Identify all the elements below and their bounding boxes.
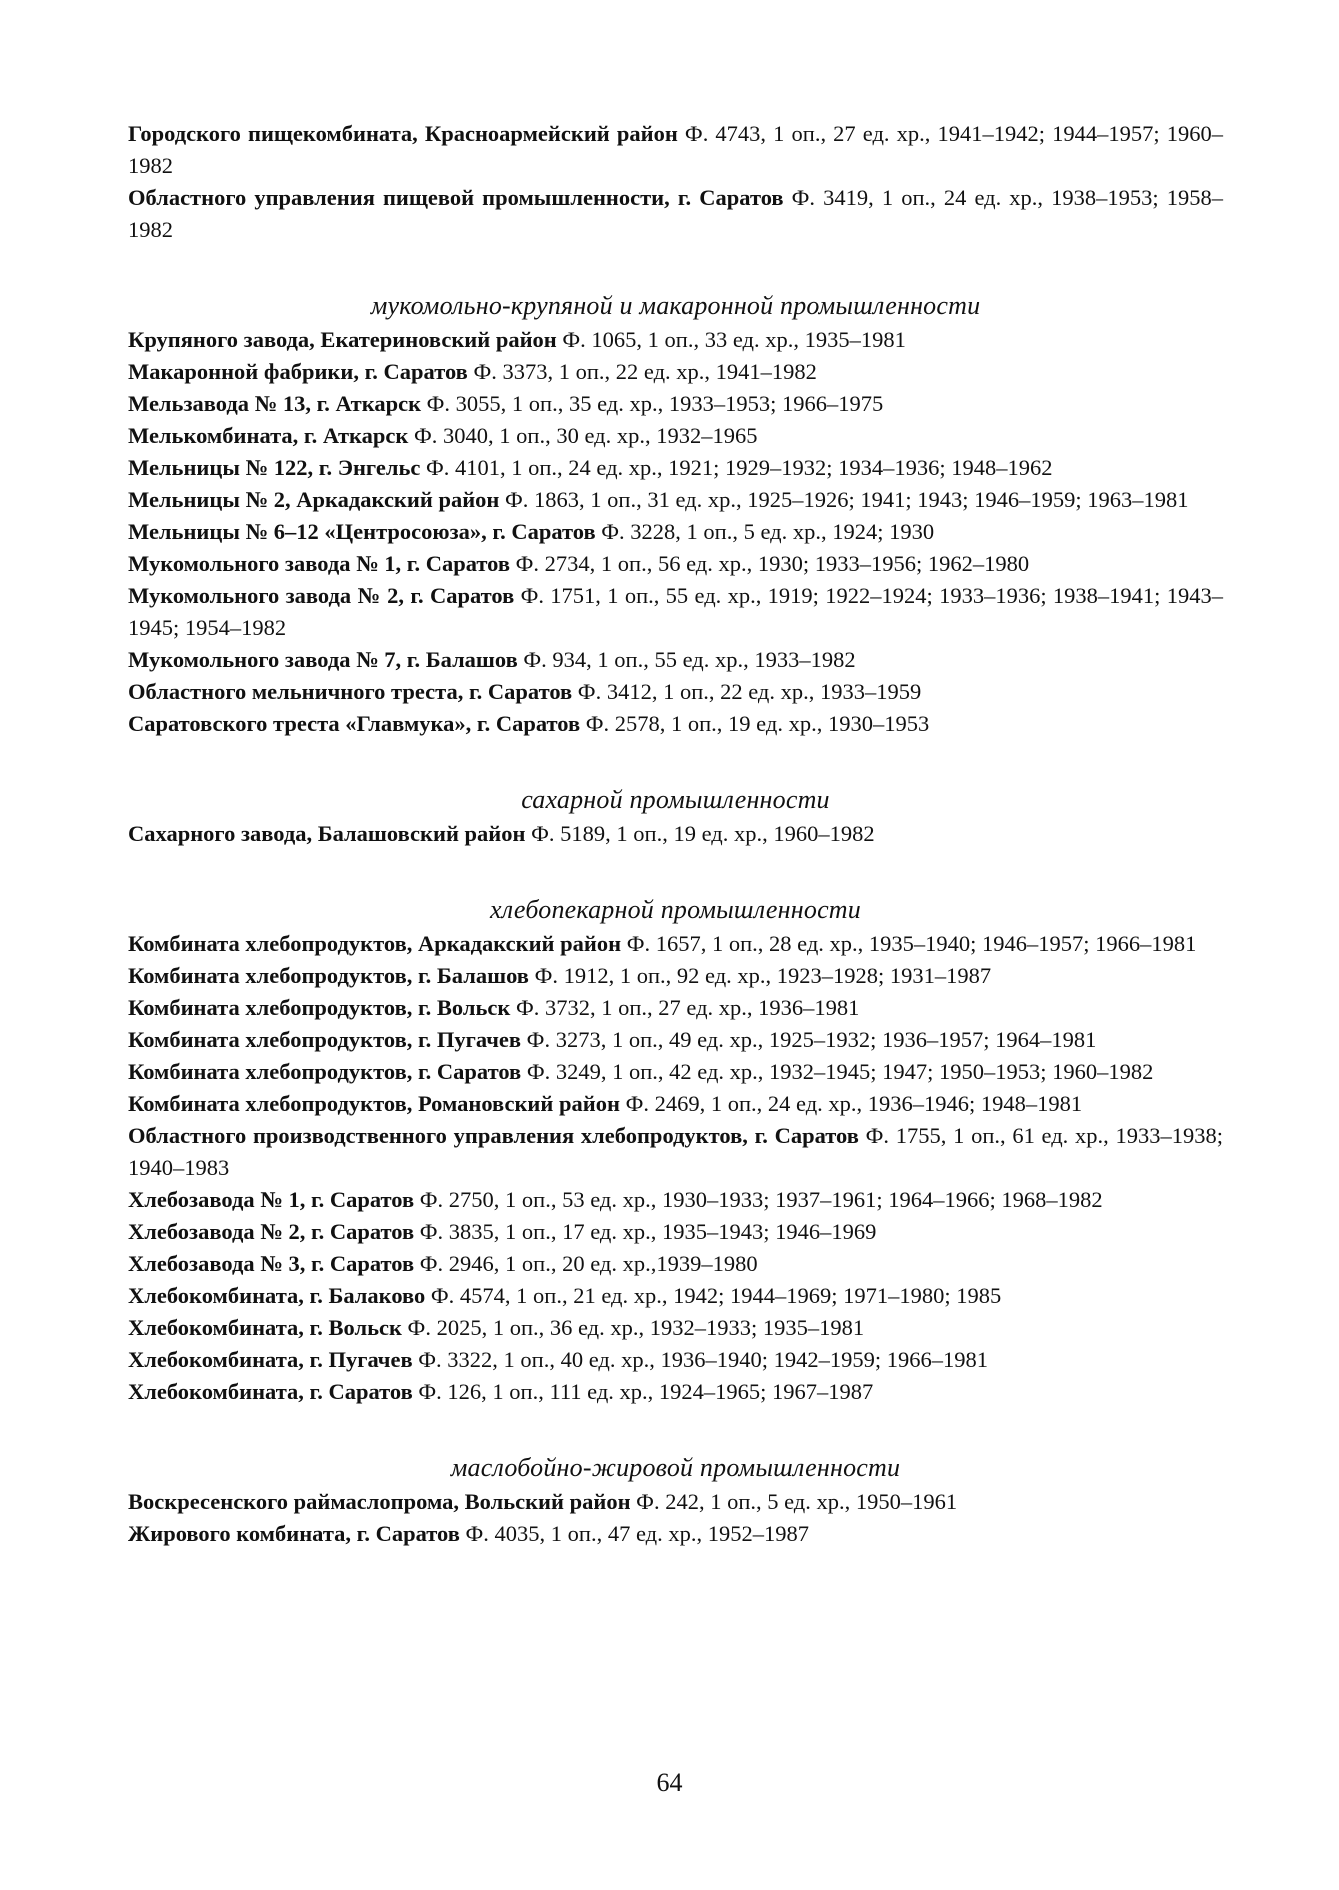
entry-fund-details: Ф. 4035, 1 оп., 47 ед. хр., 1952–1987 bbox=[465, 1521, 809, 1546]
archive-entry bbox=[128, 928, 1223, 960]
archive-entry bbox=[128, 484, 1223, 516]
entry-organization: Саратовского треста «Главмука», г. Саратов bbox=[128, 711, 581, 736]
entry-organization: Мельницы № 2, Аркадакский район bbox=[128, 487, 500, 512]
section-heading: хлебопекарной промышленности bbox=[490, 895, 861, 924]
entry-organization: Хлебозавода № 3, г. Саратов bbox=[128, 1251, 415, 1276]
entry-fund-details: Ф. 934, 1 оп., 55 ед. хр., 1933–1982 bbox=[523, 647, 856, 672]
entry-fund-details: Ф. 3419, 1 оп., 24 ед. хр., 1938–1953; 1958–1982 bbox=[128, 185, 1223, 242]
section-heading: маслобойно-жировой промышленности bbox=[450, 1453, 901, 1482]
archive-entry bbox=[128, 548, 1223, 580]
entry-fund-details: Ф. 2025, 1 оп., 36 ед. хр., 1932–1933; 1935–1981 bbox=[407, 1315, 865, 1340]
entry-fund-details: Ф. 2734, 1 оп., 56 ед. хр., 1930; 1933–1956; 1962–1980 bbox=[515, 551, 1030, 576]
section-heading: сахарной промышленности bbox=[521, 785, 830, 814]
entry-organization: Мельзавода № 13, г. Аткарск bbox=[128, 391, 422, 416]
document-page bbox=[128, 118, 1223, 1594]
entry-organization: Хлебокомбината, г. Балаково bbox=[128, 1283, 426, 1308]
archive-entry bbox=[128, 818, 1223, 850]
archive-entry bbox=[128, 676, 1223, 708]
archive-entry bbox=[128, 992, 1223, 1024]
entry-fund-details: Ф. 242, 1 оп., 5 ед. хр., 1950–1961 bbox=[636, 1489, 958, 1514]
entry-organization: Мелькомбината, г. Аткарск bbox=[128, 423, 409, 448]
entry-fund-details: Ф. 3373, 1 оп., 22 ед. хр., 1941–1982 bbox=[473, 359, 817, 384]
entry-organization: Мельницы № 122, г. Энгельс bbox=[128, 455, 421, 480]
entry-fund-details: Ф. 2469, 1 оп., 24 ед. хр., 1936–1946; 1948–1981 bbox=[625, 1091, 1083, 1116]
entry-fund-details: Ф. 3322, 1 оп., 40 ед. хр., 1936–1940; 1942–1959; 1966–1981 bbox=[418, 1347, 988, 1372]
entry-fund-details: Ф. 3273, 1 оп., 49 ед. хр., 1925–1932; 1936–1957; 1964–1981 bbox=[526, 1027, 1097, 1052]
entry-organization: Комбината хлебопродуктов, г. Саратов bbox=[128, 1059, 522, 1084]
entry-fund-details: Ф. 5189, 1 оп., 19 ед. хр., 1960–1982 bbox=[531, 821, 875, 846]
archive-entry bbox=[128, 420, 1223, 452]
archive-entry bbox=[128, 1344, 1223, 1376]
archive-entry bbox=[128, 1024, 1223, 1056]
entry-organization: Мукомольного завода № 1, г. Саратов bbox=[128, 551, 511, 576]
archive-section bbox=[128, 1452, 1223, 1550]
archive-entry bbox=[128, 324, 1223, 356]
entry-organization: Хлебокомбината, г. Пугачев bbox=[128, 1347, 413, 1372]
entry-fund-details: Ф. 2946, 1 оп., 20 ед. хр.,1939–1980 bbox=[419, 1251, 758, 1276]
archive-entry bbox=[128, 1518, 1223, 1550]
entry-organization: Жирового комбината, г. Саратов bbox=[128, 1521, 460, 1546]
archive-entry bbox=[128, 1216, 1223, 1248]
entry-fund-details: Ф. 1912, 1 оп., 92 ед. хр., 1923–1928; 1931–1987 bbox=[534, 963, 992, 988]
sections-container bbox=[128, 118, 1223, 1550]
archive-section bbox=[128, 118, 1223, 246]
entry-fund-details: Ф. 1751, 1 оп., 55 ед. хр., 1919; 1922–1924; 1933–1936; 1938–1941; 1943–1945; 1954–1982 bbox=[128, 583, 1223, 640]
entry-fund-details: Ф. 1657, 1 оп., 28 ед. хр., 1935–1940; 1946–1957; 1966–1981 bbox=[626, 931, 1197, 956]
archive-entry bbox=[128, 182, 1223, 246]
entry-fund-details: Ф. 4743, 1 оп., 27 ед. хр., 1941–1942; 1944–1957; 1960–1982 bbox=[128, 121, 1223, 178]
entry-fund-details: Ф. 3732, 1 оп., 27 ед. хр., 1936–1981 bbox=[515, 995, 860, 1020]
entry-fund-details: Ф. 2578, 1 оп., 19 ед. хр., 1930–1953 bbox=[585, 711, 930, 736]
archive-entry bbox=[128, 1248, 1223, 1280]
entry-fund-details: Ф. 3055, 1 оп., 35 ед. хр., 1933–1953; 1966–1975 bbox=[426, 391, 884, 416]
entry-fund-details: Ф. 3249, 1 оп., 42 ед. хр., 1932–1945; 1947; 1950–1953; 1960–1982 bbox=[526, 1059, 1154, 1084]
entry-organization: Хлебозавода № 1, г. Саратов bbox=[128, 1187, 415, 1212]
entry-fund-details: Ф. 3228, 1 оп., 5 ед. хр., 1924; 1930 bbox=[601, 519, 935, 544]
entry-fund-details: Ф. 1755, 1 оп., 61 ед. хр., 1933–1938; 1940–1983 bbox=[128, 1123, 1224, 1180]
entry-organization: Городского пищекомбината, Красноармейский район bbox=[128, 121, 678, 146]
archive-entry bbox=[128, 516, 1223, 548]
archive-entry bbox=[128, 644, 1223, 676]
archive-entry bbox=[128, 1088, 1223, 1120]
entry-organization: Мукомольного завода № 2, г. Саратов bbox=[128, 583, 515, 608]
entry-organization: Воскресенского раймаслопрома, Вольский район bbox=[128, 1489, 631, 1514]
entry-organization: Комбината хлебопродуктов, г. Вольск bbox=[128, 995, 511, 1020]
entry-organization: Крупяного завода, Екатериновский район bbox=[128, 327, 557, 352]
archive-entry bbox=[128, 580, 1223, 644]
entry-organization: Мукомольного завода № 7, г. Балашов bbox=[128, 647, 518, 672]
archive-entry bbox=[128, 1056, 1223, 1088]
page-number: 64 bbox=[656, 1768, 683, 1797]
entry-organization: Хлебокомбината, г. Саратов bbox=[128, 1379, 413, 1404]
entry-fund-details: Ф. 4101, 1 оп., 24 ед. хр., 1921; 1929–1932; 1934–1936; 1948–1962 bbox=[425, 455, 1053, 480]
entry-fund-details: Ф. 1863, 1 оп., 31 ед. хр., 1925–1926; 1941; 1943; 1946–1959; 1963–1981 bbox=[505, 487, 1189, 512]
archive-entry bbox=[128, 452, 1223, 484]
section-heading: мукомольно-крупяной и макаронной промышленности bbox=[370, 291, 981, 320]
entry-fund-details: Ф. 126, 1 оп., 111 ед. хр., 1924–1965; 1967–1987 bbox=[418, 1379, 874, 1404]
entry-organization: Комбината хлебопродуктов, Аркадакский район bbox=[128, 931, 622, 956]
entry-fund-details: Ф. 4574, 1 оп., 21 ед. хр., 1942; 1944–1969; 1971–1980; 1985 bbox=[430, 1283, 1002, 1308]
archive-section bbox=[128, 894, 1223, 1408]
archive-section bbox=[128, 784, 1223, 850]
entry-fund-details: Ф. 3835, 1 оп., 17 ед. хр., 1935–1943; 1946–1969 bbox=[419, 1219, 877, 1244]
archive-entry bbox=[128, 708, 1223, 740]
entry-fund-details: Ф. 1065, 1 оп., 33 ед. хр., 1935–1981 bbox=[562, 327, 906, 352]
entry-organization: Областного мельничного треста, г. Саратов bbox=[128, 679, 573, 704]
entry-organization: Мельницы № 6–12 «Центросоюза», г. Саратов bbox=[128, 519, 596, 544]
entry-fund-details: Ф. 3040, 1 оп., 30 ед. хр., 1932–1965 bbox=[414, 423, 758, 448]
archive-entry bbox=[128, 1376, 1223, 1408]
entry-organization: Областного управления пищевой промышленности, г. Саратов bbox=[128, 185, 784, 210]
entry-fund-details: Ф. 3412, 1 оп., 22 ед. хр., 1933–1959 bbox=[577, 679, 922, 704]
entry-fund-details: Ф. 2750, 1 оп., 53 ед. хр., 1930–1933; 1937–1961; 1964–1966; 1968–1982 bbox=[419, 1187, 1103, 1212]
entry-organization: Макаронной фабрики, г. Саратов bbox=[128, 359, 468, 384]
archive-entry bbox=[128, 118, 1223, 182]
entry-organization: Хлебокомбината, г. Вольск bbox=[128, 1315, 402, 1340]
archive-section bbox=[128, 290, 1223, 740]
archive-entry bbox=[128, 960, 1223, 992]
entry-organization: Сахарного завода, Балашовский район bbox=[128, 821, 526, 846]
entry-organization: Областного производственного управления хлебопродуктов, г. Саратов bbox=[128, 1123, 859, 1148]
entry-organization: Комбината хлебопродуктов, г. Пугачев bbox=[128, 1027, 522, 1052]
archive-entry bbox=[128, 388, 1223, 420]
entry-organization: Хлебозавода № 2, г. Саратов bbox=[128, 1219, 415, 1244]
archive-entry bbox=[128, 1120, 1223, 1184]
entry-organization: Комбината хлебопродуктов, г. Балашов bbox=[128, 963, 529, 988]
archive-entry bbox=[128, 356, 1223, 388]
archive-entry bbox=[128, 1280, 1223, 1312]
archive-entry bbox=[128, 1184, 1223, 1216]
archive-entry bbox=[128, 1312, 1223, 1344]
entry-organization: Комбината хлебопродуктов, Романовский район bbox=[128, 1091, 620, 1116]
archive-entry bbox=[128, 1486, 1223, 1518]
